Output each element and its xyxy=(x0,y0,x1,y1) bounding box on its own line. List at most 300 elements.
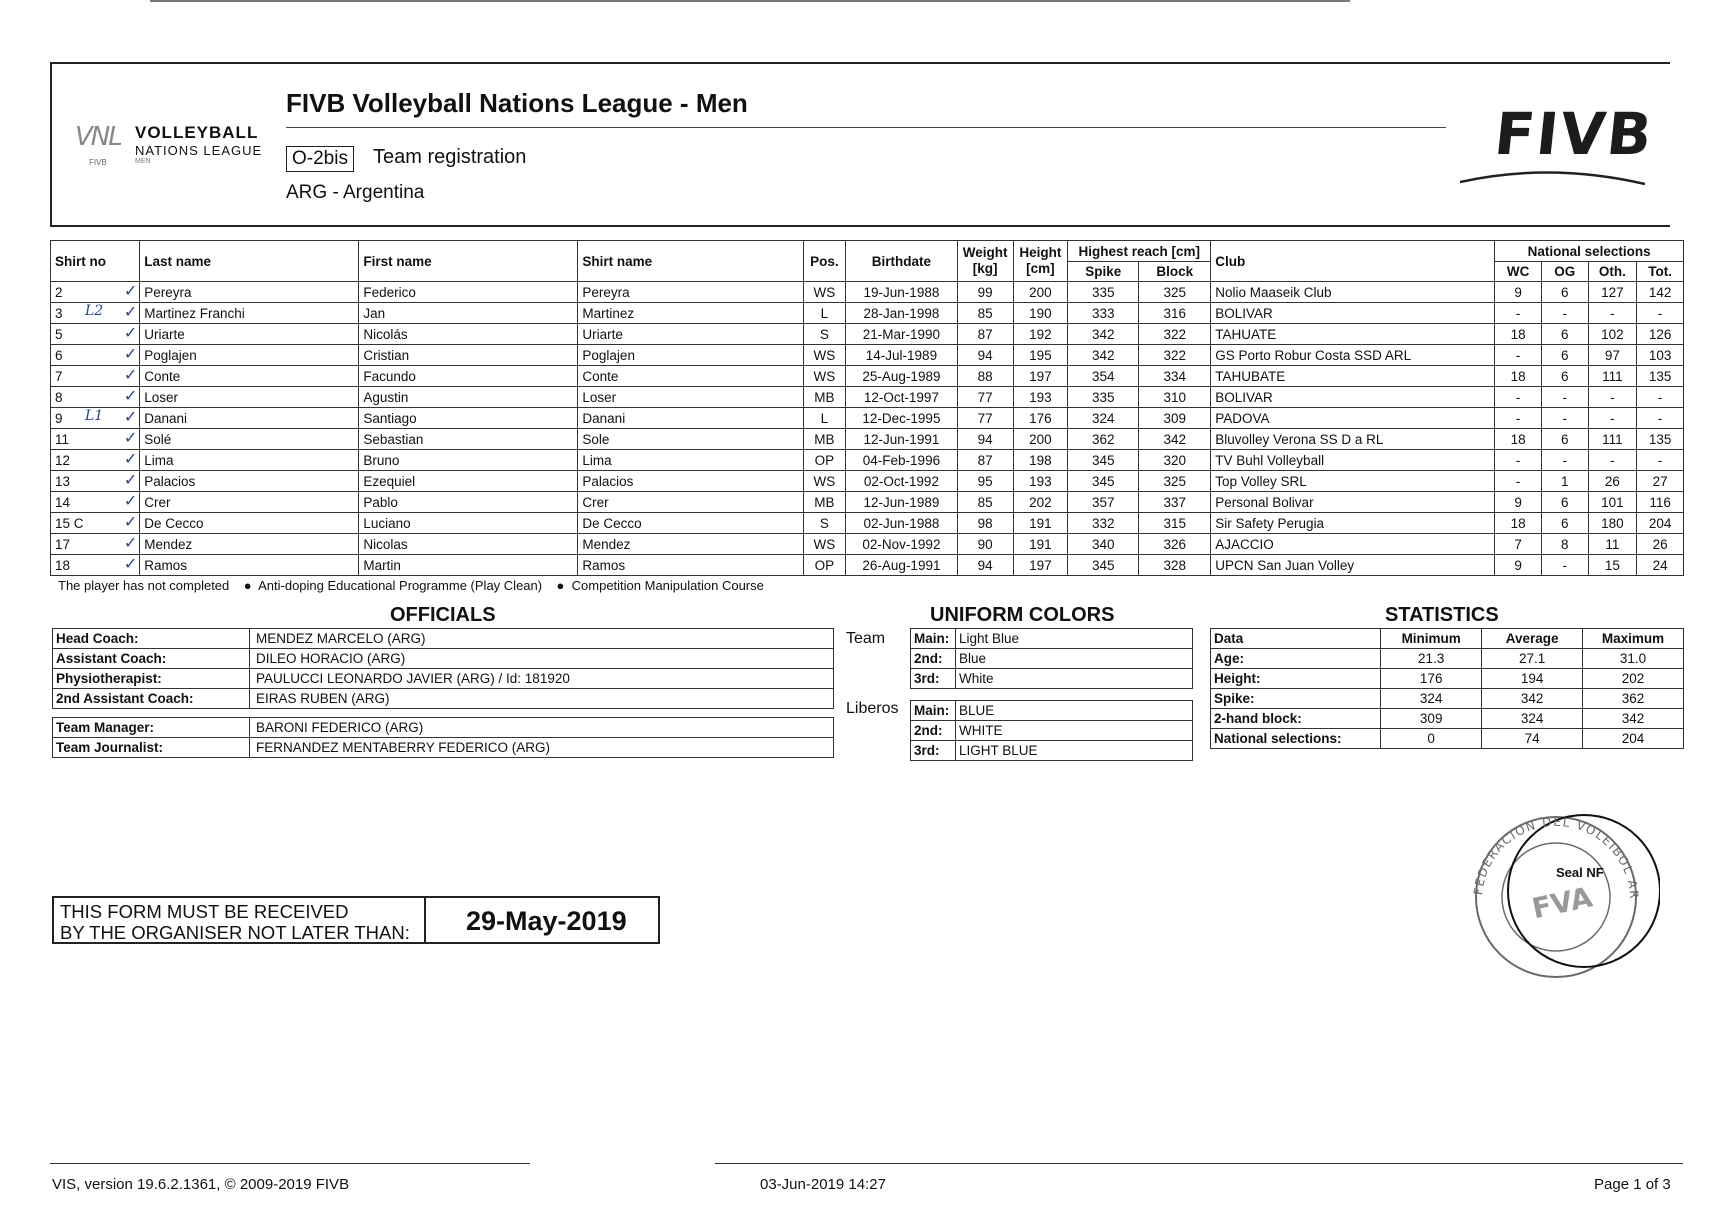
cell-last-name: Poglajen xyxy=(140,345,359,366)
cell-last-name: Crer xyxy=(140,492,359,513)
checkmark-icon: ✓ xyxy=(123,554,138,573)
title-rule xyxy=(286,127,1446,128)
cell-shirt-name: Lima xyxy=(578,450,803,471)
form-code: O-2bis xyxy=(286,146,354,172)
cell-club: BOLIVAR xyxy=(1211,387,1495,408)
table-row xyxy=(51,471,1684,492)
cell-spike: 324 xyxy=(1068,408,1139,429)
cell-wc: - xyxy=(1495,387,1542,408)
deadline-text xyxy=(60,901,410,943)
official-row xyxy=(53,629,834,649)
cell-position: S xyxy=(803,513,846,534)
cell-shirt-no: 6 ✓ xyxy=(51,345,140,366)
cell-wc: 9 xyxy=(1495,282,1542,303)
cell-shirt-name: Sole xyxy=(578,429,803,450)
handwritten-libero-mark: L2 xyxy=(85,303,104,319)
cell-last-name: Conte xyxy=(140,366,359,387)
checkmark-icon: ✓ xyxy=(123,491,138,510)
official-role: Team Manager: xyxy=(53,718,250,738)
col-wc: WC xyxy=(1495,262,1542,282)
cell-birthdate: 02-Jun-1988 xyxy=(846,513,958,534)
cell-weight: 98 xyxy=(957,513,1013,534)
official-role: Assistant Coach: xyxy=(53,649,250,669)
uniform-value: Light Blue xyxy=(956,629,1193,649)
official-role: Physiotherapist: xyxy=(53,669,250,689)
cell-tot: 27 xyxy=(1637,471,1684,492)
cell-wc: 18 xyxy=(1495,429,1542,450)
cell-wc: - xyxy=(1495,408,1542,429)
official-row xyxy=(53,649,834,669)
cell-club: AJACCIO xyxy=(1211,534,1495,555)
stat-avg: 194 xyxy=(1482,669,1583,689)
stat-row xyxy=(1211,669,1684,689)
footnote-lead: The player has not completed xyxy=(58,578,230,593)
cell-block: 310 xyxy=(1139,387,1211,408)
cell-oth: 180 xyxy=(1588,513,1637,534)
cell-shirt-no: 7 ✓ xyxy=(51,366,140,387)
cell-wc: - xyxy=(1495,471,1542,492)
cell-shirt-name: Uriarte xyxy=(578,324,803,345)
cell-weight: 85 xyxy=(957,492,1013,513)
cell-first-name: Pablo xyxy=(359,492,578,513)
statistics-table xyxy=(1210,628,1684,749)
cell-oth: 111 xyxy=(1588,429,1637,450)
cell-shirt-name: Martinez xyxy=(578,303,803,324)
cell-weight: 94 xyxy=(957,429,1013,450)
cell-first-name: Martin xyxy=(359,555,578,576)
cell-shirt-name: Ramos xyxy=(578,555,803,576)
checkmark-icon: ✓ xyxy=(123,302,138,321)
seal-label: Seal NF xyxy=(1556,865,1604,880)
cell-spike: 357 xyxy=(1068,492,1139,513)
checkmark-icon: ✓ xyxy=(123,365,138,384)
cell-tot: 142 xyxy=(1637,282,1684,303)
footer-version: VIS, version 19.6.2.1361, © 2009-2019 FIVB xyxy=(52,1176,350,1193)
stat-label: Height: xyxy=(1211,669,1381,689)
cell-position: MB xyxy=(803,429,846,450)
cell-tot: 135 xyxy=(1637,429,1684,450)
table-row xyxy=(51,366,1684,387)
cell-block: 315 xyxy=(1139,513,1211,534)
cell-first-name: Agustin xyxy=(359,387,578,408)
cell-oth: 97 xyxy=(1588,345,1637,366)
cell-og: 6 xyxy=(1541,492,1588,513)
uniform-liberos-table xyxy=(910,700,1193,761)
cell-position: WS xyxy=(803,471,846,492)
cell-first-name: Nicolás xyxy=(359,324,578,345)
officials-table xyxy=(52,628,834,758)
cell-wc: 9 xyxy=(1495,555,1542,576)
cell-block: 334 xyxy=(1139,366,1211,387)
stat-min: 0 xyxy=(1381,729,1482,749)
col-shirt-no: Shirt no xyxy=(51,241,140,282)
cell-shirt-no: 17 ✓ xyxy=(51,534,140,555)
cell-oth: 101 xyxy=(1588,492,1637,513)
cell-height: 200 xyxy=(1013,282,1068,303)
cell-height: 193 xyxy=(1013,471,1068,492)
cell-oth: 102 xyxy=(1588,324,1637,345)
uniform-key: 2nd: xyxy=(911,649,956,669)
cell-tot: 26 xyxy=(1637,534,1684,555)
stat-min: 21.3 xyxy=(1381,649,1482,669)
cell-tot: 103 xyxy=(1637,345,1684,366)
cell-first-name: Ezequiel xyxy=(359,471,578,492)
footnote-anti-doping: Anti-doping Educational Programme (Play Clean) xyxy=(258,578,543,593)
cell-wc: - xyxy=(1495,345,1542,366)
cell-block: 325 xyxy=(1139,282,1211,303)
cell-spike: 333 xyxy=(1068,303,1139,324)
cell-block: 309 xyxy=(1139,408,1211,429)
col-og: OG xyxy=(1541,262,1588,282)
uniform-key: 3rd: xyxy=(911,741,956,761)
cell-og: - xyxy=(1541,408,1588,429)
cell-weight: 87 xyxy=(957,450,1013,471)
cell-shirt-name: Mendez xyxy=(578,534,803,555)
cell-oth: 15 xyxy=(1588,555,1637,576)
cell-last-name: De Cecco xyxy=(140,513,359,534)
uniform-value: White xyxy=(956,669,1193,689)
deadline-box xyxy=(52,896,660,944)
stat-header: Minimum xyxy=(1381,629,1482,649)
cell-club: TAHUATE xyxy=(1211,324,1495,345)
fivb-swoosh-icon xyxy=(1460,100,1650,192)
stat-min: 176 xyxy=(1381,669,1482,689)
cell-last-name: Loser xyxy=(140,387,359,408)
cell-og: 6 xyxy=(1541,366,1588,387)
cell-position: WS xyxy=(803,282,846,303)
bullet-icon: ● xyxy=(556,578,565,593)
cell-first-name: Jan xyxy=(359,303,578,324)
cell-wc: 18 xyxy=(1495,366,1542,387)
uniform-team-label: Team xyxy=(846,630,886,647)
stat-avg: 342 xyxy=(1482,689,1583,709)
seal-ring-text: FEDERACION DEL VOLEIBOL AR xyxy=(1471,814,1642,901)
stat-row xyxy=(1211,649,1684,669)
cell-og: 6 xyxy=(1541,282,1588,303)
col-oth: Oth. xyxy=(1588,262,1637,282)
official-name: DILEO HORACIO (ARG) xyxy=(250,649,834,669)
cell-club: UPCN San Juan Volley xyxy=(1211,555,1495,576)
cell-og: - xyxy=(1541,303,1588,324)
cell-wc: - xyxy=(1495,450,1542,471)
cell-oth: - xyxy=(1588,303,1637,324)
cell-shirt-no: 12 ✓ xyxy=(51,450,140,471)
cell-weight: 95 xyxy=(957,471,1013,492)
official-role: Head Coach: xyxy=(53,629,250,649)
cell-weight: 88 xyxy=(957,366,1013,387)
deadline-divider xyxy=(424,898,426,942)
cell-height: 198 xyxy=(1013,450,1068,471)
team-name: ARG - Argentina xyxy=(286,182,425,203)
col-highest-reach: Highest reach [cm] xyxy=(1068,241,1211,262)
cell-spike: 342 xyxy=(1068,324,1139,345)
cell-birthdate: 25-Aug-1989 xyxy=(846,366,958,387)
col-pos: Pos. xyxy=(803,241,846,282)
cell-club: PADOVA xyxy=(1211,408,1495,429)
statistics-body xyxy=(1211,649,1684,749)
cell-shirt-no: 2 ✓ xyxy=(51,282,140,303)
official-name: EIRAS RUBEN (ARG) xyxy=(250,689,834,709)
deadline-date: 29-May-2019 xyxy=(466,906,627,936)
cell-weight: 77 xyxy=(957,387,1013,408)
cell-og: 6 xyxy=(1541,429,1588,450)
cell-height: 193 xyxy=(1013,387,1068,408)
cell-wc: 9 xyxy=(1495,492,1542,513)
stat-min: 324 xyxy=(1381,689,1482,709)
cell-tot: - xyxy=(1637,408,1684,429)
statistics-title: STATISTICS xyxy=(1385,604,1499,626)
stat-label: 2-hand block: xyxy=(1211,709,1381,729)
cell-oth: 111 xyxy=(1588,366,1637,387)
stat-label: Spike: xyxy=(1211,689,1381,709)
cell-last-name: Pereyra xyxy=(140,282,359,303)
page-title: FIVB Volleyball Nations League - Men xyxy=(286,88,748,118)
cell-weight: 87 xyxy=(957,324,1013,345)
cell-birthdate: 21-Mar-1990 xyxy=(846,324,958,345)
cell-club: Bluvolley Verona SS D a RL xyxy=(1211,429,1495,450)
checkmark-icon: ✓ xyxy=(123,323,138,342)
official-name: MENDEZ MARCELO (ARG) xyxy=(250,629,834,649)
cell-club: Top Volley SRL xyxy=(1211,471,1495,492)
officials-title: OFFICIALS xyxy=(390,604,496,626)
stat-max: 342 xyxy=(1583,709,1684,729)
uniform-key: 2nd: xyxy=(911,721,956,741)
uniform-value: BLUE xyxy=(956,701,1193,721)
cell-birthdate: 26-Aug-1991 xyxy=(846,555,958,576)
stat-max: 362 xyxy=(1583,689,1684,709)
cell-oth: 26 xyxy=(1588,471,1637,492)
cell-last-name: Ramos xyxy=(140,555,359,576)
cell-shirt-name: Loser xyxy=(578,387,803,408)
stat-label: Age: xyxy=(1211,649,1381,669)
stat-max: 31.0 xyxy=(1583,649,1684,669)
stat-avg: 74 xyxy=(1482,729,1583,749)
cell-og: 6 xyxy=(1541,324,1588,345)
cell-last-name: Mendez xyxy=(140,534,359,555)
cell-first-name: Santiago xyxy=(359,408,578,429)
cell-birthdate: 12-Jun-1991 xyxy=(846,429,958,450)
cell-first-name: Cristian xyxy=(359,345,578,366)
cell-club: TV Buhl Volleyball xyxy=(1211,450,1495,471)
cell-block: 325 xyxy=(1139,471,1211,492)
roster-body xyxy=(51,282,1684,576)
checkmark-icon: ✓ xyxy=(123,533,138,552)
form-name: Team registration xyxy=(373,146,527,168)
fivb-logo xyxy=(1460,100,1657,192)
official-row xyxy=(53,738,834,758)
stat-header: Data xyxy=(1211,629,1381,649)
table-row xyxy=(51,534,1684,555)
cell-oth: 127 xyxy=(1588,282,1637,303)
cell-birthdate: 12-Oct-1997 xyxy=(846,387,958,408)
cell-height: 190 xyxy=(1013,303,1068,324)
cell-last-name: Palacios xyxy=(140,471,359,492)
footer-rule-left xyxy=(50,1163,530,1164)
cell-tot: - xyxy=(1637,303,1684,324)
cell-position: MB xyxy=(803,492,846,513)
cell-shirt-no: 14 ✓ xyxy=(51,492,140,513)
cell-og: - xyxy=(1541,387,1588,408)
stat-avg: 27.1 xyxy=(1482,649,1583,669)
footer-page: Page 1 of 3 xyxy=(1594,1176,1671,1193)
cell-weight: 99 xyxy=(957,282,1013,303)
stat-max: 204 xyxy=(1583,729,1684,749)
cell-shirt-no: 18 ✓ xyxy=(51,555,140,576)
cell-wc: 18 xyxy=(1495,513,1542,534)
cell-birthdate: 12-Jun-1989 xyxy=(846,492,958,513)
cell-first-name: Nicolas xyxy=(359,534,578,555)
vnl-mark: VNL xyxy=(75,122,121,152)
vnl-logo xyxy=(75,118,275,173)
cell-spike: 354 xyxy=(1068,366,1139,387)
cell-last-name: Solé xyxy=(140,429,359,450)
cell-og: 8 xyxy=(1541,534,1588,555)
col-tot: Tot. xyxy=(1637,262,1684,282)
table-row xyxy=(51,429,1684,450)
cell-tot: 24 xyxy=(1637,555,1684,576)
official-name: PAULUCCI LEONARDO JAVIER (ARG) / Id: 181920 xyxy=(250,669,834,689)
cell-last-name: Martinez Franchi xyxy=(140,303,359,324)
cell-club: BOLIVAR xyxy=(1211,303,1495,324)
uniform-value: WHITE xyxy=(956,721,1193,741)
cell-og: 6 xyxy=(1541,513,1588,534)
cell-club: Personal Bolivar xyxy=(1211,492,1495,513)
vnl-line-2: NATIONS LEAGUE xyxy=(135,143,263,158)
cell-height: 195 xyxy=(1013,345,1068,366)
cell-shirt-no: 13 ✓ xyxy=(51,471,140,492)
cell-first-name: Luciano xyxy=(359,513,578,534)
cell-club: TAHUBATE xyxy=(1211,366,1495,387)
cell-oth: - xyxy=(1588,387,1637,408)
stat-label: National selections: xyxy=(1211,729,1381,749)
cell-birthdate: 02-Nov-1992 xyxy=(846,534,958,555)
stat-header: Maximum xyxy=(1583,629,1684,649)
cell-height: 191 xyxy=(1013,534,1068,555)
cell-tot: 135 xyxy=(1637,366,1684,387)
cell-height: 200 xyxy=(1013,429,1068,450)
stat-header: Average xyxy=(1482,629,1583,649)
table-row xyxy=(51,303,1684,324)
vnl-line-1: VOLLEYBALL xyxy=(135,123,259,142)
col-club: Club xyxy=(1211,241,1495,282)
cell-position: OP xyxy=(803,555,846,576)
cell-block: 337 xyxy=(1139,492,1211,513)
col-shirt-name: Shirt name xyxy=(578,241,803,282)
stat-avg: 324 xyxy=(1482,709,1583,729)
checkmark-icon: ✓ xyxy=(123,512,138,531)
cell-block: 328 xyxy=(1139,555,1211,576)
checkmark-icon: ✓ xyxy=(123,281,138,300)
col-first-name: First name xyxy=(359,241,578,282)
cell-shirt-name: Palacios xyxy=(578,471,803,492)
cell-shirt-name: De Cecco xyxy=(578,513,803,534)
cell-tot: - xyxy=(1637,450,1684,471)
cell-shirt-name: Conte xyxy=(578,366,803,387)
cell-wc: - xyxy=(1495,303,1542,324)
table-row xyxy=(51,492,1684,513)
uniform-value: LIGHT BLUE xyxy=(956,741,1193,761)
cell-spike: 340 xyxy=(1068,534,1139,555)
cell-position: OP xyxy=(803,450,846,471)
col-weight: Weight [kg] xyxy=(957,241,1013,282)
official-row xyxy=(53,669,834,689)
table-row xyxy=(51,387,1684,408)
cell-oth: 11 xyxy=(1588,534,1637,555)
stat-row xyxy=(1211,689,1684,709)
footer-rule-right xyxy=(715,1163,1683,1164)
official-row xyxy=(53,689,834,709)
footer-printed: 03-Jun-2019 14:27 xyxy=(760,1176,886,1193)
cell-club: Sir Safety Perugia xyxy=(1211,513,1495,534)
cell-shirt-name: Crer xyxy=(578,492,803,513)
uniform-liberos-label: Liberos xyxy=(846,700,899,717)
col-block: Block xyxy=(1139,262,1211,282)
cell-spike: 342 xyxy=(1068,345,1139,366)
handwritten-libero-mark: L1 xyxy=(85,408,104,424)
cell-block: 322 xyxy=(1139,324,1211,345)
cell-tot: 204 xyxy=(1637,513,1684,534)
cell-height: 191 xyxy=(1013,513,1068,534)
cell-birthdate: 12-Dec-1995 xyxy=(846,408,958,429)
table-row xyxy=(51,324,1684,345)
cell-weight: 85 xyxy=(957,303,1013,324)
cell-birthdate: 28-Jan-1998 xyxy=(846,303,958,324)
cell-shirt-no: 15 C ✓ xyxy=(51,513,140,534)
cell-shirt-name: Pereyra xyxy=(578,282,803,303)
cell-first-name: Sebastian xyxy=(359,429,578,450)
cell-block: 342 xyxy=(1139,429,1211,450)
cell-shirt-no: 9 L1 ✓ xyxy=(51,408,140,429)
fivb-logo-text: FIVB xyxy=(1491,100,1657,168)
cell-og: 1 xyxy=(1541,471,1588,492)
uniform-key: Main: xyxy=(911,701,956,721)
cell-block: 320 xyxy=(1139,450,1211,471)
table-row xyxy=(51,282,1684,303)
cell-weight: 94 xyxy=(957,345,1013,366)
col-birthdate: Birthdate xyxy=(846,241,958,282)
cell-weight: 90 xyxy=(957,534,1013,555)
cell-spike: 335 xyxy=(1068,387,1139,408)
table-row xyxy=(51,345,1684,366)
stat-row xyxy=(1211,709,1684,729)
checkmark-icon: ✓ xyxy=(123,386,138,405)
checkmark-icon: ✓ xyxy=(123,428,138,447)
cell-birthdate: 02-Oct-1992 xyxy=(846,471,958,492)
scan-edge-line xyxy=(150,0,1350,2)
cell-first-name: Bruno xyxy=(359,450,578,471)
table-row xyxy=(51,408,1684,429)
cell-spike: 345 xyxy=(1068,555,1139,576)
cell-club: GS Porto Robur Costa SSD ARL xyxy=(1211,345,1495,366)
cell-weight: 77 xyxy=(957,408,1013,429)
cell-height: 176 xyxy=(1013,408,1068,429)
table-row xyxy=(51,450,1684,471)
svg-text:FVA: FVA xyxy=(1529,880,1596,926)
cell-position: WS xyxy=(803,345,846,366)
stat-max: 202 xyxy=(1583,669,1684,689)
cell-spike: 335 xyxy=(1068,282,1139,303)
table-row xyxy=(51,555,1684,576)
cell-last-name: Lima xyxy=(140,450,359,471)
stat-min: 309 xyxy=(1381,709,1482,729)
official-role: Team Journalist: xyxy=(53,738,250,758)
cell-birthdate: 19-Jun-1988 xyxy=(846,282,958,303)
col-last-name: Last name xyxy=(140,241,359,282)
cell-first-name: Federico xyxy=(359,282,578,303)
cell-position: MB xyxy=(803,387,846,408)
cell-position: L xyxy=(803,408,846,429)
roster-table xyxy=(50,240,1684,576)
